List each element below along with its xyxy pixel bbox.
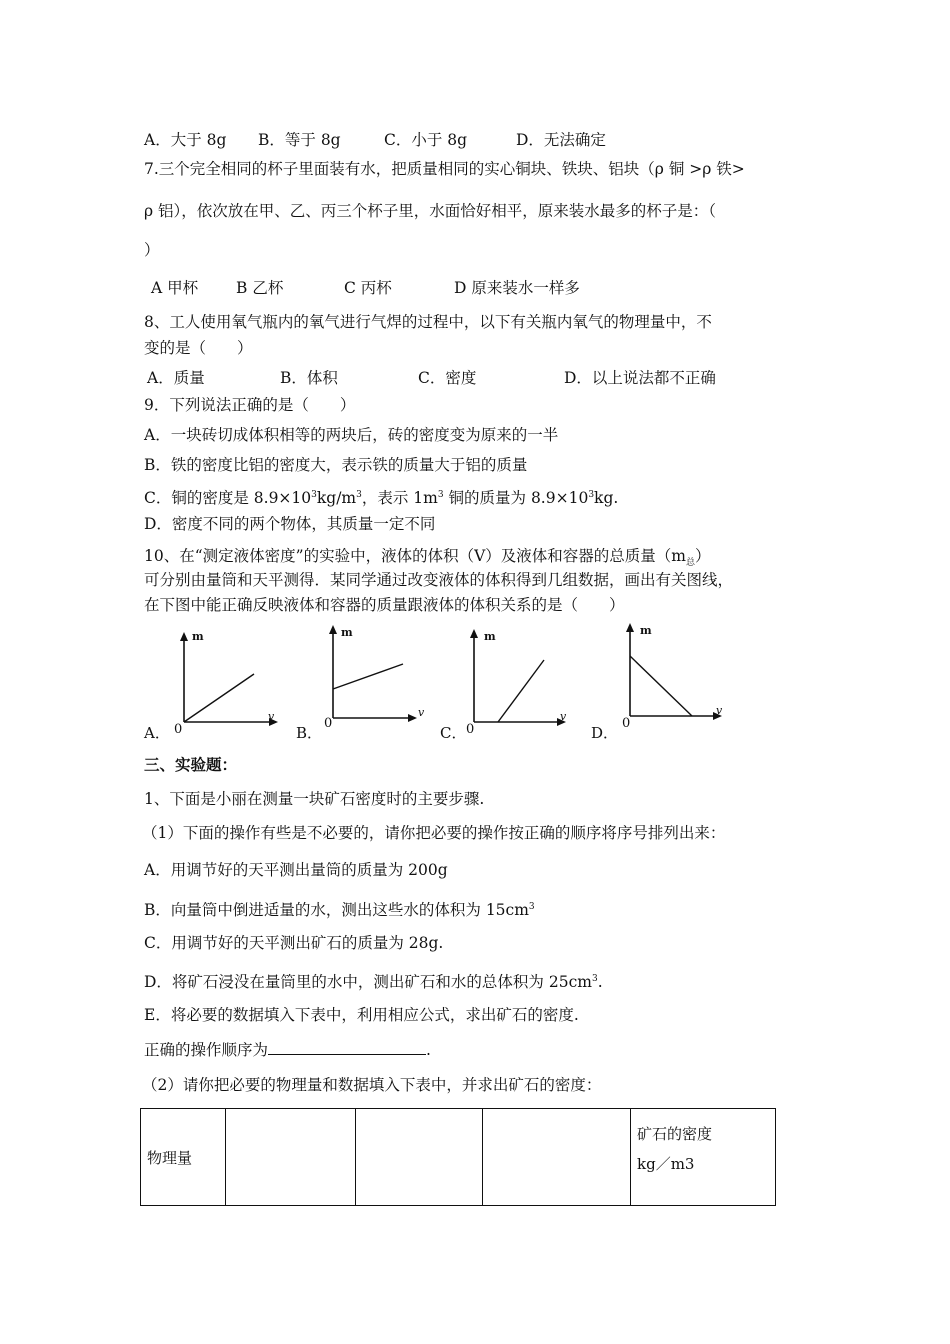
q9-c-post: kg. [594, 489, 619, 508]
graph-c [462, 626, 572, 726]
q6-option-c: C．小于 8g [384, 131, 468, 149]
q9-c-pre: C．铜的密度是 8.9×10 [144, 489, 312, 508]
graph-b-y-label: m [341, 626, 353, 639]
s3-order-post: . [426, 1041, 431, 1059]
graph-a-data-line [184, 674, 254, 722]
graph-a-x-label: v [268, 710, 275, 723]
q9-c-sup2: 3 [356, 490, 362, 500]
table-blank-cell[interactable] [356, 1109, 483, 1206]
table-header-label: 物理量 [147, 1148, 193, 1167]
q7-option-b: B 乙杯 [236, 279, 284, 297]
q10-line1-post: ） [694, 547, 711, 565]
table-blank-cell[interactable] [483, 1109, 631, 1206]
q9-c-mid: kg/m [316, 489, 357, 508]
graph-d-x-label: v [716, 704, 723, 717]
q9-option-b: B．铁的密度比铝的密度大，表示铁的质量大于铝的质量 [144, 456, 528, 474]
s3-order-blank[interactable] [268, 1040, 426, 1055]
q9-c-sup3: 3 [437, 490, 444, 500]
q10-line1-pre: 10、在“测定液体密度”的实验中，液体的体积（V）及液体和容器的总质量（m [144, 547, 686, 565]
section3-title: 三、实验题： [144, 755, 238, 774]
s3-part1: （1）下面的操作有些是不必要的，请你把必要的操作按正确的顺序将序号排列出来： [142, 824, 726, 842]
graph-b-x-label: v [418, 706, 425, 719]
graph-b-data-line [333, 664, 403, 689]
q8-stem-line2: 变的是（ ） [144, 339, 253, 357]
table-density-cell[interactable] [631, 1109, 776, 1206]
graph-b-label: B． [296, 724, 323, 742]
q9-option-c [144, 485, 618, 508]
q6-option-b: B．等于 8g [258, 131, 341, 149]
graph-a-origin: 0 [174, 722, 183, 737]
s3-step-b [144, 897, 535, 920]
graph-b-x-arrow [408, 714, 417, 722]
q7-stem-line2: ρ 铝），依次放在甲、乙、丙三个杯子里，水面恰好相平，原来装水最多的杯子是：（ [144, 202, 717, 220]
graph-c-y-arrow [470, 629, 478, 638]
q9-c-mid3: 铜的质量为 8.9×10 [443, 489, 589, 508]
q6-option-a: A．大于 8g [144, 131, 227, 149]
graph-a-y-arrow [180, 632, 188, 641]
graph-c-x-label: v [560, 710, 567, 723]
graph-a [172, 630, 282, 730]
table-header-cell [141, 1109, 226, 1206]
q7-stem-line3: ） [144, 241, 160, 259]
q8-stem-line1: 8、工人使用氧气瓶内的氧气进行气焊的过程中，以下有关瓶内氧气的物理量中，不 [144, 313, 712, 331]
graph-b-origin: 0 [324, 716, 333, 731]
s3-step-b-text: B．向量筒中倒进适量的水，测出这些水的体积为 15cm [144, 901, 529, 920]
q8-option-a: A．质量 [147, 369, 205, 387]
s3-step-c: C．用调节好的天平测出矿石的质量为 28g. [144, 934, 444, 952]
graph-d-origin: 0 [622, 716, 631, 731]
q9-c-sup1: 3 [311, 490, 317, 500]
quantities-table [140, 1108, 776, 1206]
q10-line1-sub: 总 [685, 558, 695, 569]
table-density-label: 矿石的密度 [637, 1125, 713, 1143]
graph-d-y-label: m [640, 624, 652, 637]
q8-option-d: D．以上说法都不正确 [564, 369, 716, 387]
q10-stem-line2: 可分别由量筒和天平测得．某同学通过改变液体的体积得到几组数据，画出有关图线， [144, 571, 734, 589]
q7-option-a: A 甲杯 [151, 279, 199, 297]
q7-option-d: D 原来装水一样多 [454, 279, 580, 297]
q8-option-c: C．密度 [418, 369, 477, 387]
s3-part2: （2）请你把必要的物理量和数据填入下表中，并求出矿石的密度： [142, 1076, 602, 1094]
graph-c-y-label: m [484, 630, 496, 643]
s3-step-d-sup: 3 [591, 974, 598, 984]
table-row [141, 1109, 776, 1206]
s3-q1-stem: 1、下面是小丽在测量一块矿石密度时的主要步骤. [144, 790, 485, 808]
q9-c-mid2: ，表示 1m [361, 489, 438, 508]
graph-a-label: A． [144, 724, 170, 742]
graph-d-y-arrow [626, 623, 634, 632]
table-density-unit: kg／m3 [637, 1155, 695, 1173]
s3-order-label: 正确的操作顺序为 [144, 1041, 269, 1059]
s3-step-d-post: . [597, 973, 603, 992]
q7-option-c: C 丙杯 [344, 279, 392, 297]
q9-stem: 9．下列说法正确的是（ ） [144, 396, 356, 414]
graph-a-y-label: m [192, 630, 204, 643]
s3-step-d-text: D．将矿石浸没在量筒里的水中，测出矿石和水的总体积为 25cm [144, 973, 592, 992]
graph-d-label: D． [591, 724, 619, 742]
q7-stem-line1: 7.三个完全相同的杯子里面装有水，把质量相同的实心铜块、铁块、铝块（ρ 铜 >ρ 铁> [144, 160, 745, 178]
q9-option-d: D．密度不同的两个物体，其质量一定不同 [144, 515, 436, 533]
graph-c-origin: 0 [466, 722, 475, 737]
graph-b-y-arrow [329, 625, 337, 634]
s3-step-e: E．将必要的数据填入下表中，利用相应公式，求出矿石的密度. [144, 1006, 579, 1024]
q9-c-sup4: 3 [588, 490, 595, 500]
q8-option-b: B．体积 [280, 369, 338, 387]
s3-step-a: A．用调节好的天平测出量筒的质量为 200g [144, 861, 448, 879]
graph-d-data-line [630, 656, 692, 716]
q9-option-a: A．一块砖切成体积相等的两块后，砖的密度变为原来的一半 [144, 426, 559, 444]
s3-step-b-sup: 3 [528, 902, 535, 912]
q10-stem-line3: 在下图中能正确反映液体和容器的质量跟液体的体积关系的是（ ） [144, 596, 625, 614]
graph-c-label: C． [440, 724, 467, 742]
graph-c-data-line [498, 660, 544, 722]
q6-option-d: D．无法确定 [516, 131, 606, 149]
graph-d [618, 620, 728, 720]
s3-order [144, 1040, 431, 1060]
graph-b [321, 622, 431, 722]
table-blank-cell[interactable] [226, 1109, 356, 1206]
s3-step-d [144, 969, 603, 992]
